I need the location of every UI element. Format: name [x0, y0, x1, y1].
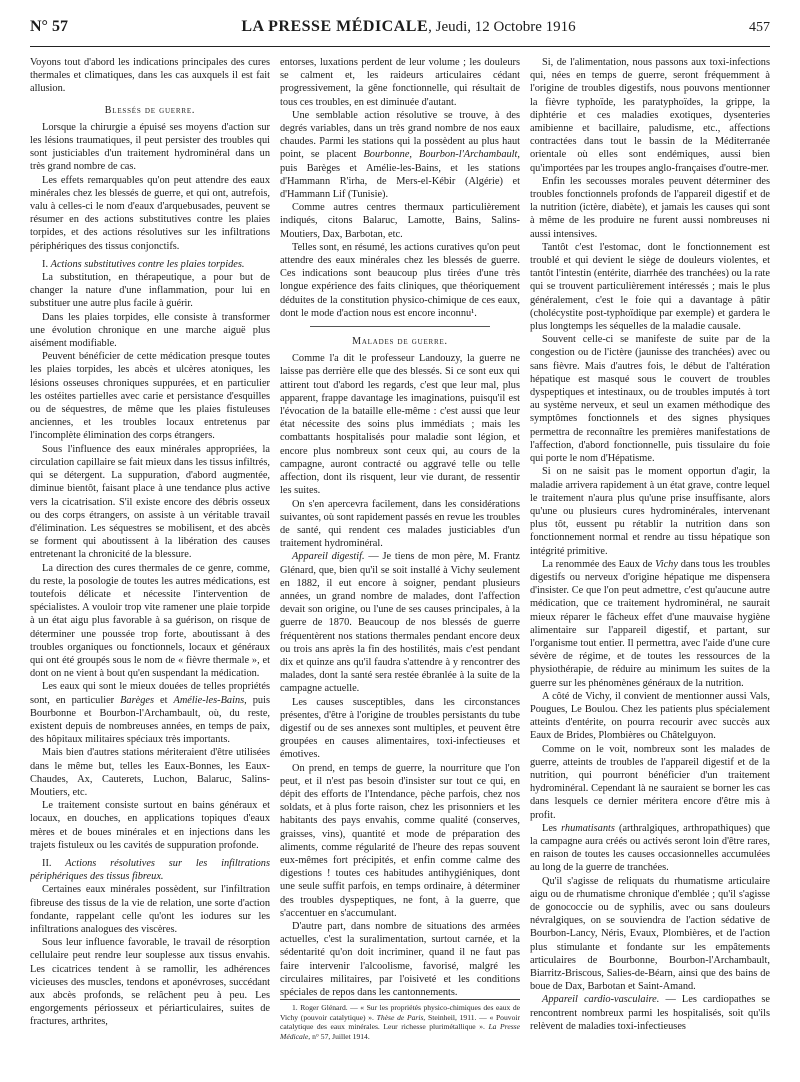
- paragraph: Les causes susceptibles, dans les circonstances présentes, d'être à l'origine de troubles persistants du tube digestif ou de ses annexes sont multiples, et peuvent être groupées en causes alimentaires, toxi-infectieuses et émotives.: [280, 696, 520, 761]
- paragraph: La substitution, en thérapeutique, a pour but de changer la nature d'une inflammation, pour lui en substituer une autre plus facile à guérir.: [30, 272, 270, 310]
- paragraph: Sous l'influence des eaux minérales appropriées, la circulation capillaire se fait mieux dans les tissus infiltrés, qui se détergent. La suppuration, d'abord augmentée, diminue bientôt, faisant place à une tendance plus active vers la cicatrisation. S'il existe encore des débris osseux ou des corps étrangers, on assiste à un véritable travail d'élimination. Les séquestres se mobilisent, et des abcès se forment qui aboutissent à la libération des causes entretenant la chronicité de la blessure.: [30, 443, 270, 561]
- paragraph: Une semblable action résolutive se trouve, à des degrés variables, dans un très grand nombre de nos eaux chaudes. Parmi les stations qui la possèdent au plus haut point, se placent Bourbonne, Bourbon-l'Archambault, puis Barèges et Amélie-les-Bains, et les stations d'Hammann R'irha, de Mers-el-Kébir (Algérie) et d'Hammann Lif (Tunisie).: [280, 109, 520, 201]
- section-divider: [310, 326, 490, 327]
- paragraph: Comme autres centres thermaux particulièrement indiqués, citons Balaruc, Lamotte, Bains, Salins-Moutiers, Dax, Barbotan, etc.: [280, 202, 520, 240]
- paragraph: Les eaux qui sont le mieux douées de telles propriétés sont, en particulier Barèges et Amélie-les-Bains, puis Bourbonne et Bourbon-l'Archambault, où, du reste, existent depuis de nombreuses années, en temps de paix, des hôpitaux militaires spéciaux très importants.: [30, 681, 270, 746]
- paragraph: On s'en apercevra facilement, dans les considérations suivantes, où sont rapidement passés en revue les troubles de santé, qui rendent ces malades justiciables d'un traitement hydrominéral.: [280, 498, 520, 550]
- paragraph: Qu'il s'agisse de reliquats du rhumatisme articulaire aigu ou de rhumatisme chronique d'emblée ; qu'il s'agisse de gonococcie ou de syphilis, avec ou sans douleurs névralgiques, on se souviendra de l'action sédative de Bourbon-Lancy, Néris, Evaux, Plombières, et de l'action plus stimulante et fondante sur les empâtements articulaires de Bourbonne, Bourbon-l'Archambault, Biarritz-Briscous, Salies-de-Béarn, ainsi que des bains de boue de Dax, Barbotan et Saint-Amand.: [530, 875, 770, 993]
- paragraph: D'autre part, dans nombre de situations des armées actuelles, c'est la suralimentation, surtout carnée, et la sédentarité qu'on doit incriminer, quand il ne faut pas faire intervenir l'alcoolisme, favorisé, malgré les circulaires militaires, par l'oisiveté et les conditions spéciales de repos dans les cantonnements.: [280, 921, 520, 999]
- paragraph: Lorsque la chirurgie a épuisé ses moyens d'action sur les lésions traumatiques, il peut persister des troubles qui sont justiciables d'un traitement hydrominéral dans un très grand nombre de cas.: [30, 121, 270, 173]
- issue-date: , Jeudi, 12 Octobre 1916: [428, 19, 576, 35]
- paragraph: entorses, luxations perdent de leur volume ; les douleurs se calment et, les raideurs articulaires cédant progressivement, la gêne fonctionnelle, qui résultait de tous ces troubles, en est diminuée d'autant.: [280, 57, 520, 108]
- subsection-heading-2: II. Actions résolutives sur les infiltrations périphériques des tissus fibreux.: [30, 857, 270, 883]
- subsection-heading-1: I. Actions substitutives contre les plaies torpides.: [42, 258, 245, 270]
- paragraph: Tantôt c'est l'estomac, dont le fonctionnement est troublé et qui devient le siège de douleurs violentes, et tantôt l'intestin (entérite, diarrhée des tranchées) ou la rate qui se trouvent particulièrement intéressés ; mais le plus généralement, c'est le foie qui a davantage à pâtir (cholécystite post-typhoïdique par exemple) et gardera le plus longtemps les séquelles de la maladie causale.: [530, 241, 770, 333]
- paragraph: Certaines eaux minérales possèdent, sur l'infiltration fibreuse des tissus de la vie de relation, une sorte d'action fondante, rappelant celle qu'ont les iodures sur les infiltrations analogues des viscères.: [30, 884, 270, 935]
- article-body: [30, 56, 770, 1074]
- page-number: 457: [748, 20, 770, 35]
- paragraph: Sous leur influence favorable, le travail de résorption cellulaire peut rendre leur souplesse aux tissus envahis. Les cicatrices tendent à se ramollir, les adhérences vicieuses des muscles, tendons et aponévroses, succédant aux abcès profonds, se relâchent peu à peu. Les engorgements périosseux et périarticulaires, suites de fractures, arthrites,: [30, 937, 270, 1028]
- issue-number: N° 57: [30, 18, 68, 35]
- paragraph: Le traitement consiste surtout en bains généraux et locaux, en douches, en applications topiques d'eaux mères et de boues minérales et en injections dans les trajets fistuleux ou les cavités de suppuration profonde.: [30, 800, 270, 851]
- column-3: [530, 56, 770, 1074]
- section-heading-blesses: Blessés de guerre.: [104, 104, 196, 116]
- paragraph: Si on ne saisit pas le moment opportun d'agir, la maladie arrivera rapidement à un état grave, contre lequel le traitement n'aura plus qu'une prise insuffisante, alors qu'une ou plusieurs cures hydrominérales, intervenant plus tôt, eussent pu rétablir la nutrition dans son fonctionnement normal et rendre au tissu hépatique son intégrité primitive.: [530, 466, 770, 557]
- running-title: [241, 18, 575, 36]
- paragraph: Les rhumatisants (arthralgiques, arthropathiques) que la campagne aura créés ou activés seront loin d'être rares, en raison de toutes les causes occasionnelles accumulées au long de la guerre de tranchées.: [530, 822, 770, 874]
- section-heading-malades: Malades de guerre.: [352, 336, 448, 348]
- paragraph: Si, de l'alimentation, nous passons aux toxi-infections qui, nées en temps de guerre, seront fréquemment à l'origine de troubles digestifs, nous pouvons mentionner la fièvre typhoïde, les paratyphoïdes, la grippe, la diphtérie et ces maladies exotiques, dysenteries amibienne et bacillaire, paludisme, etc., affections contractées dans tout le bassin de la Méditerranée orientale où elles sont endémiques, aussi bien qu'importées par les troupes anglo-françaises d'outre-mer.: [530, 57, 770, 174]
- paragraph: A côté de Vichy, il convient de mentionner aussi Vals, Pougues, Le Boulou. Chez les patients plus spécialement atteints d'entérite, on pourra recourir avec succès aux Eaux de Brides, Plombières ou Châtelguyon.: [530, 690, 770, 742]
- paragraph: Comme l'a dit le professeur Landouzy, la guerre ne laisse pas derrière elle que des blessés. Si ce sont eux qui attirent tout d'abord les regards, c'est que leur mal, plus apparent, frappe davantage les imaginations, puisqu'il est l'évocation de la bataille elle-même : c'est aussi que leur état nécessite des soins plus immédiats ; mais les combattants hospitalisés pour maladie sont légion, et encore plus nombreux sont ceux qui, au cours de la campagne, auront contracté ou aggravé telle ou telle affection, dont ils risquent, leur vie durant, de ressentir les suites.: [280, 353, 520, 497]
- column-2: [280, 56, 520, 1074]
- paragraph: Comme on le voit, nombreux sont les malades de guerre, atteints de troubles de l'appareil digestif et de la nutrition, qui pourront bénéficier d'un traitement hydrominéral. Cependant là ne sauraient se borner les cas dans lesquels ce dernier méritera encore d'être mis à profit.: [530, 743, 770, 821]
- paragraph: La direction des cures thermales de ce genre, comme, du reste, la posologie de toutes les autres médications, est toutefois délicate et nécessite l'intervention de spécialistes. A vouloir trop vite ramener une plaie torpide à un état aigu plus favorable à sa guérison, on risque de déterminer une poussée trop forte, aboutissant à des troubles organiques ou fonctionnels, locaux et généraux qui ont été groupés sous le nom de « fièvre thermale », et dont on ne vient à bout qu'en suspendant la médication.: [30, 562, 270, 680]
- paragraph: On prend, en temps de guerre, la nourriture que l'on peut, et il n'est pas besoin d'insister sur tout ce qui, en dépit des efforts de l'Intendance, pèche parfois, chez nos soldats, et à plus forte raison, chez les prisonniers et les habitants des pays envahis, comme qualité (conserves, graisses, vins), quantité et mode de préparation des aliments, comme régularité de l'heure des repas souvent eux-mêmes fort précipités, et enfin comme calme des digestions ! toutes ces habitudes antihygiéniques, dont une seule suffit parfois, en temps ordinaire, à déterminer des troubles dyspeptiques, ne font, à la guerre, que s'accentuer en s'accumulant.: [280, 762, 520, 919]
- journal-name: LA PRESSE MÉDICALE: [241, 18, 429, 35]
- paragraph: Peuvent bénéficier de cette médication presque toutes les plaies torpides, les abcès et ulcères atoniques, les lésions osseuses chroniques suppurées, et en particulier les ostéites partielles avec carie et persistance d'esquilles ou de séquestres, de même que les plaies fistuleuses anciennes, et les troubles locaux entretenus par l'incomplète élimination des corps étrangers.: [30, 351, 270, 442]
- paragraph: Dans les plaies torpides, elle consiste à transformer une évolution chronique en une marche aiguë plus aisément modifiable.: [30, 311, 270, 350]
- footnote: 1. Roger Glénard. — « Sur les propriétés physico-chimiques des eaux de Vichy (pouvoir catalytique) ». Thèse de Paris, Steinheil, 1911. — « Pouvoir catalytique des eaux minérales. Leur richesse plurimétallique ». La Presse Médicale, n° 57, Juillet 1914.: [280, 999, 520, 1041]
- paragraph: Voyons tout d'abord les indications principales des cures thermales et climatiques, dans les cas auxquels il est fait allusion.: [30, 57, 270, 95]
- paragraph: Souvent celle-ci se manifeste de suite par de la congestion ou de l'ictère (jaunisse des tranchées) avec ou sans fièvre. Mais d'autres fois, le début de l'altération hépatique est masqué sous le couvert de troubles dyspeptiques et intestinaux, ou de troubles imputés à tort au système nerveux, et seul un examen méthodique des symptômes fonctionnels et des signes physiques permettra de reconnaître les premières manifestations de l'affection, d'abord fonctionnelle, puis tissulaire du foie qui porte le nom d'Hépatisme.: [530, 334, 770, 465]
- paragraph: Enfin les secousses morales peuvent déterminer des troubles fonctionnels profonds de l'appareil digestif et de la nutrition (ictère, diabète), et jamais les causes qui sont à même de les produire ne furent aussi nombreuses ni aussi intensives.: [530, 175, 770, 240]
- page-header: [30, 18, 770, 47]
- paragraph: La renommée des Eaux de Vichy dans tous les troubles digestifs ou nerveux d'origine hépatique me dispensera d'insister. Ce que l'on peut admettre, c'est qu'aucune autre médication, que ce traitement hydrominéral, ne saurait mieux réparer le fâcheux effet d'une mauvaise hygiène alimentaire sur l'appareil digestif, et partant, sur l'organisme tout entier. Il permettra, avec l'aide d'une cure sévère de régime, et de toutes les ressources de la physiothérapie, de réduire au minimum les suites de la guerre sur les phénomènes généraux de la nutrition.: [530, 558, 770, 689]
- paragraph: Appareil digestif. — Je tiens de mon père, M. Frantz Glénard, que, bien qu'il se soit installé à Vichy seulement en 1882, il eut encore à soigner, pendant plusieurs années, un grand nombre de malades, dont l'affection devait son origine, ou l'une de ses causes principales, à la guerre de 1870. Beaucoup de nos blessés de guerre fréquentèrent nos stations thermales pendant encore deux ou trois ans après la fin des hostilités, mais c'est pendant dix et quinze ans qu'il faudra s'attendre à y rencontrer des malades, dont la santé sera restée ébranlée à la suite de la campagne actuelle.: [280, 551, 520, 695]
- paragraph: Telles sont, en résumé, les actions curatives qu'on peut attendre des eaux minérales chez les blessés de guerre. Ces indications sont beaucoup plus tirées d'une très longue expérience des faits cliniques, que théoriquement déduites de la constitution physico-chimique de ces eaux, dont le mode d'action nous est encore inconnu¹.: [280, 241, 520, 319]
- paragraph: Les effets remarquables qu'on peut attendre des eaux minérales chez les blessés de guerre, et qui ont, autrefois, valu à celles-ci le nom d'eaux d'arquebusades, peuvent se résumer en des actions substitutives contre les plaies torpides, et des actions résolutives sur les infiltrations périphériques des tissus conjonctifs.: [30, 174, 270, 252]
- paragraph: Appareil cardio-vasculaire. — Les cardiopathes se rencontrent nombreux parmi les hospitalisés, soit qu'ils relèvent de maladies toxi-infectieuses: [530, 994, 770, 1032]
- column-1: [30, 56, 270, 1074]
- paragraph: Mais bien d'autres stations mériteraient d'être utilisées dans le même but, telles les Eaux-Bonnes, les Eaux-Chaudes, Ax, Cauterets, Luchon, Balaruc, Salins-Moutiers, etc.: [30, 747, 270, 798]
